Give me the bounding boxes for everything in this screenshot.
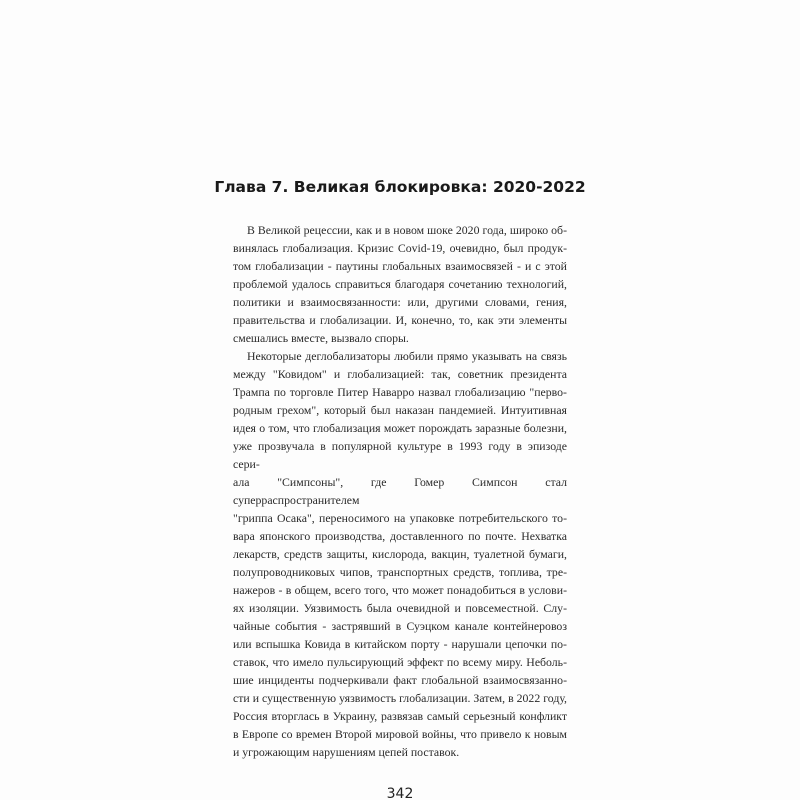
text-line: нажеров - в общем, всего того, что может понадобиться в услови- <box>233 583 567 597</box>
text-line: между "Ковидом" и глобализацией: так, советник президента <box>233 367 567 381</box>
text-line: Трампа по торговле Питер Наварро назвал глобализацию "перво- <box>233 385 567 399</box>
text-line: шие инциденты подчеркивали факт глобальной взаимосвязанно- <box>233 673 567 687</box>
text-line: полупроводниковых чипов, транспортных средств, топлива, тре- <box>233 565 567 579</box>
text-line: правительства и глобализации. И, конечно, то, как эти элементы <box>233 313 567 327</box>
text-line: ала "Симпсоны", где Гомер Симпсон стал суперраспространителем <box>233 475 567 507</box>
text-line: чайные события - застрявший в Суэцком канале контейнеровоз <box>233 619 567 633</box>
page-content <box>200 177 600 803</box>
text-line: уже прозвучала в популярной культуре в 1993 году в эпизоде сери- <box>233 439 567 471</box>
text-line: смешались вместе, вызвало споры. <box>233 331 409 345</box>
text-line: вара японского производства, доставленного по почте. Нехватка <box>233 529 567 543</box>
text-line: лекарств, средств защиты, кислорода, вакцин, туалетной бумаги, <box>233 547 567 561</box>
text-line: "гриппа Осака", переносимого на упаковке потребительского то- <box>233 511 567 525</box>
text-line: проблемой удалось справиться благодаря сочетанию технологий, <box>233 277 567 291</box>
text-line: политики и взаимосвязанности: или, другими словами, гения, <box>233 295 567 309</box>
text-line: ставок, что имело пульсирующий эффект по всему миру. Неболь- <box>233 655 567 669</box>
text-line: и угрожающим нарушениям цепей поставок. <box>233 745 460 759</box>
text-line: или вспышка Ковида в китайском порту - нарушали цепочки по- <box>233 637 567 651</box>
text-line: ях изоляции. Уязвимость была очевидной и повсеместной. Слу- <box>233 601 567 615</box>
text-line: в Европе со времен Второй мировой войны, что привело к новым <box>233 727 567 741</box>
text-line: В Великой рецессии, как и в новом шоке 2020 года, широко об- <box>247 223 567 237</box>
text-line: сти и существенную уязвимость глобализации. Затем, в 2022 году, <box>233 691 567 705</box>
paragraph <box>233 221 567 347</box>
text-line: винялась глобализация. Кризис Covid-19, очевидно, был продук- <box>233 241 567 255</box>
chapter-body <box>233 221 567 761</box>
text-line: Россия вторглась в Украину, развязав самый серьезный конфликт <box>233 709 567 723</box>
text-line: родным грехом", который был наказан пандемией. Интуитивная <box>233 403 567 417</box>
paragraph <box>233 347 567 761</box>
chapter-title: Глава 7. Великая блокировка: 2020-2022 <box>214 178 586 196</box>
page-number: 342 <box>386 786 414 802</box>
text-line: том глобализации - паутины глобальных взаимосвязей - и с этой <box>233 259 567 273</box>
text-line: идея о том, что глобализация может порождать заразные болезни, <box>233 421 567 435</box>
text-line: Некоторые деглобализаторы любили прямо указывать на связь <box>247 349 567 363</box>
